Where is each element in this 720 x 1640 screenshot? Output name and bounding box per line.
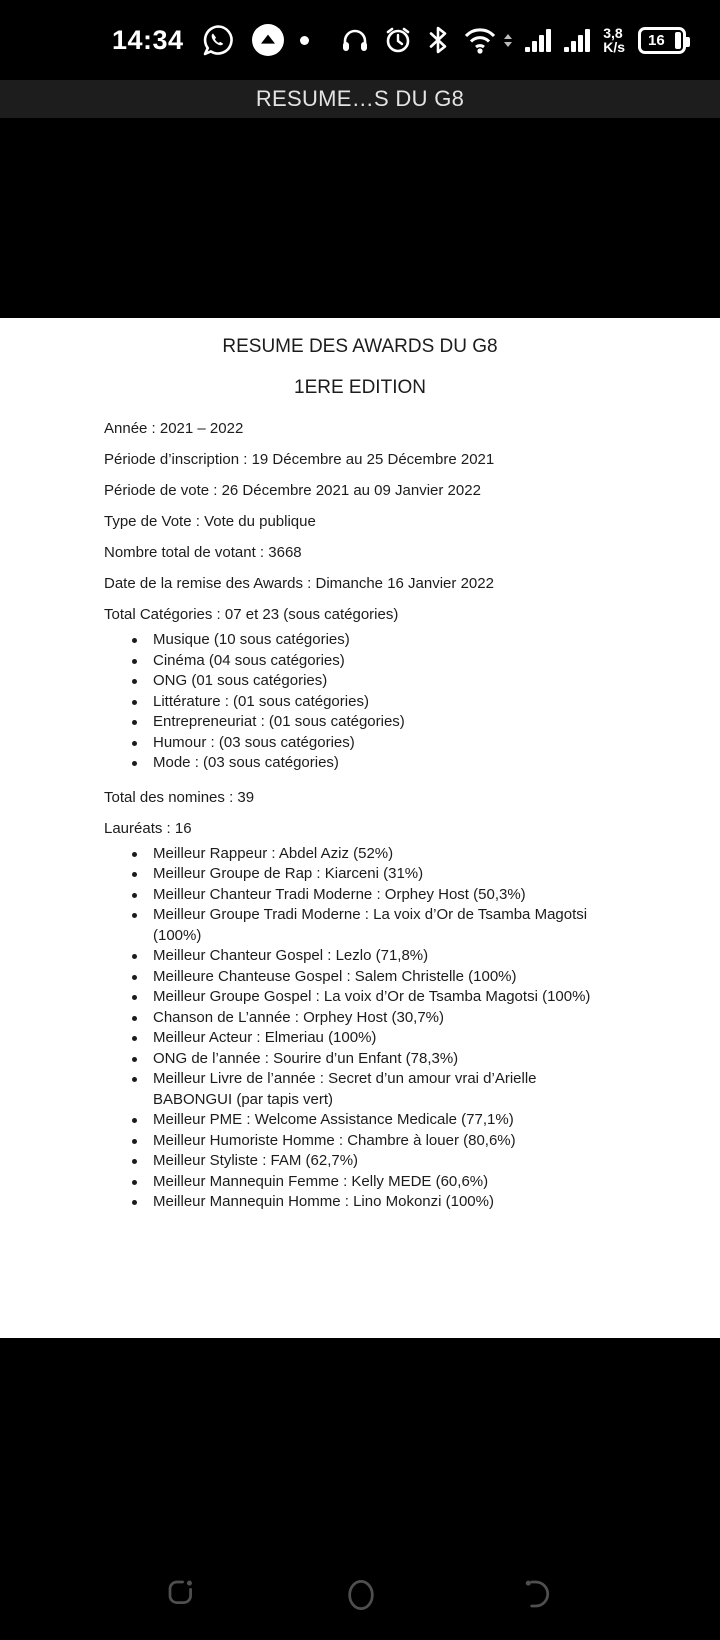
laureate-item: Meilleur Livre de l’année : Secret d’un amour vrai d’Arielle BABONGUI (par tapis vert) (104, 1069, 616, 1110)
doc-meta-block (104, 413, 616, 630)
doc-meta-line: Année : 2021 – 2022 (104, 420, 244, 437)
laureate-item: Meilleur PME : Welcome Assistance Medicale (77,1%) (104, 1110, 616, 1131)
headphones-icon (340, 25, 370, 55)
battery-level: 16 (648, 31, 665, 49)
laureate-item: Chanson de L’année : Orphey Host (30,7%) (104, 1008, 616, 1029)
laureate-item: Meilleur Groupe Gospel : La voix d’Or de Tsamba Magotsi (100%) (104, 987, 616, 1008)
laureate-item: Meilleur Chanteur Gospel : Lezlo (71,8%) (104, 946, 616, 967)
laureate-item: Meilleur Styliste : FAM (62,7%) (104, 1151, 616, 1172)
wifi-traffic-arrows-icon (504, 34, 512, 47)
category-item: ONG (01 sous catégories) (104, 671, 616, 692)
network-speed (603, 26, 625, 54)
battery-icon (638, 27, 686, 54)
category-item: Littérature : (01 sous catégories) (104, 692, 616, 713)
laureate-item: Meilleur Mannequin Femme : Kelly MEDE (60,6%) (104, 1172, 616, 1193)
wifi-icon (463, 26, 497, 54)
signal-bars-sim1-icon (525, 29, 551, 52)
battery-nub (686, 37, 690, 47)
category-item: Humour : (03 sous catégories) (104, 733, 616, 754)
back-icon[interactable] (522, 1578, 554, 1615)
total-nominees: Total des nomines : 39 (104, 788, 255, 806)
document-title-truncated: RESUME…S DU G8 (255, 86, 465, 111)
navigation-bar (0, 1338, 720, 1640)
network-speed-unit: K/s (603, 39, 625, 55)
laureate-item: Meilleur Rappeur : Abdel Aziz (52%) (104, 844, 616, 865)
doc-subtitle: 1ERE EDITION (294, 377, 426, 398)
category-item: Mode : (03 sous catégories) (104, 753, 616, 774)
category-item: Cinéma (04 sous catégories) (104, 651, 616, 672)
laureate-item: Meilleur Acteur : Elmeriau (100%) (104, 1028, 616, 1049)
notification-dot (300, 36, 309, 45)
category-item: Musique (10 sous catégories) (104, 630, 616, 651)
home-icon[interactable] (345, 1578, 377, 1617)
doc-meta-line: Date de la remise des Awards : Dimanche 16 Janvier 2022 (104, 575, 494, 592)
app-title-bar (0, 80, 720, 118)
laureates-header: Lauréats : 16 (104, 819, 192, 837)
doc-meta-line: Période de vote : 26 Décembre 2021 au 09 Janvier 2022 (104, 482, 481, 499)
bluetooth-icon (426, 25, 450, 55)
network-speed-value: 3,8 (603, 25, 623, 41)
doc-meta-line: Période d’inscription : 19 Décembre au 25 Décembre 2021 (104, 451, 495, 468)
doc-meta-line: Total Catégories : 07 et 23 (sous catégories) (104, 606, 399, 623)
laureate-item: Meilleur Mannequin Homme : Lino Mokonzi (100%) (104, 1192, 616, 1213)
laureate-item: Meilleure Chanteuse Gospel : Salem Christelle (100%) (104, 967, 616, 988)
whatsapp-icon (200, 22, 236, 58)
categories-list (104, 630, 616, 774)
viewer-blank-area (0, 118, 720, 318)
laureate-item: ONG de l’année : Sourire d’un Enfant (78,3%) (104, 1049, 616, 1070)
laureate-item: Meilleur Groupe de Rap : Kiarceni (31%) (104, 864, 616, 885)
laureate-item: Meilleur Groupe Tradi Moderne : La voix d’Or de Tsamba Magotsi (100%) (104, 905, 616, 946)
status-bar-right (340, 25, 686, 55)
laureate-item: Meilleur Chanteur Tradi Moderne : Orphey Host (50,3%) (104, 885, 616, 906)
doc-meta-line: Type de Vote : Vote du publique (104, 513, 316, 530)
status-bar (0, 0, 720, 80)
recents-icon[interactable] (166, 1578, 198, 1615)
signal-bars-sim2-icon (564, 29, 590, 52)
document-page[interactable] (0, 318, 720, 1338)
doc-title: RESUME DES AWARDS DU G8 (222, 336, 498, 357)
circle-up-arrow-icon (252, 24, 284, 56)
status-bar-left (112, 22, 309, 58)
battery-fill (675, 32, 681, 49)
doc-meta-line: Nombre total de votant : 3668 (104, 544, 302, 561)
alarm-clock-icon (383, 25, 413, 55)
laureate-item: Meilleur Humoriste Homme : Chambre à louer (80,6%) (104, 1131, 616, 1152)
clock-time: 14:34 (112, 24, 184, 55)
laureates-list (104, 844, 616, 1213)
category-item: Entrepreneuriat : (01 sous catégories) (104, 712, 616, 733)
